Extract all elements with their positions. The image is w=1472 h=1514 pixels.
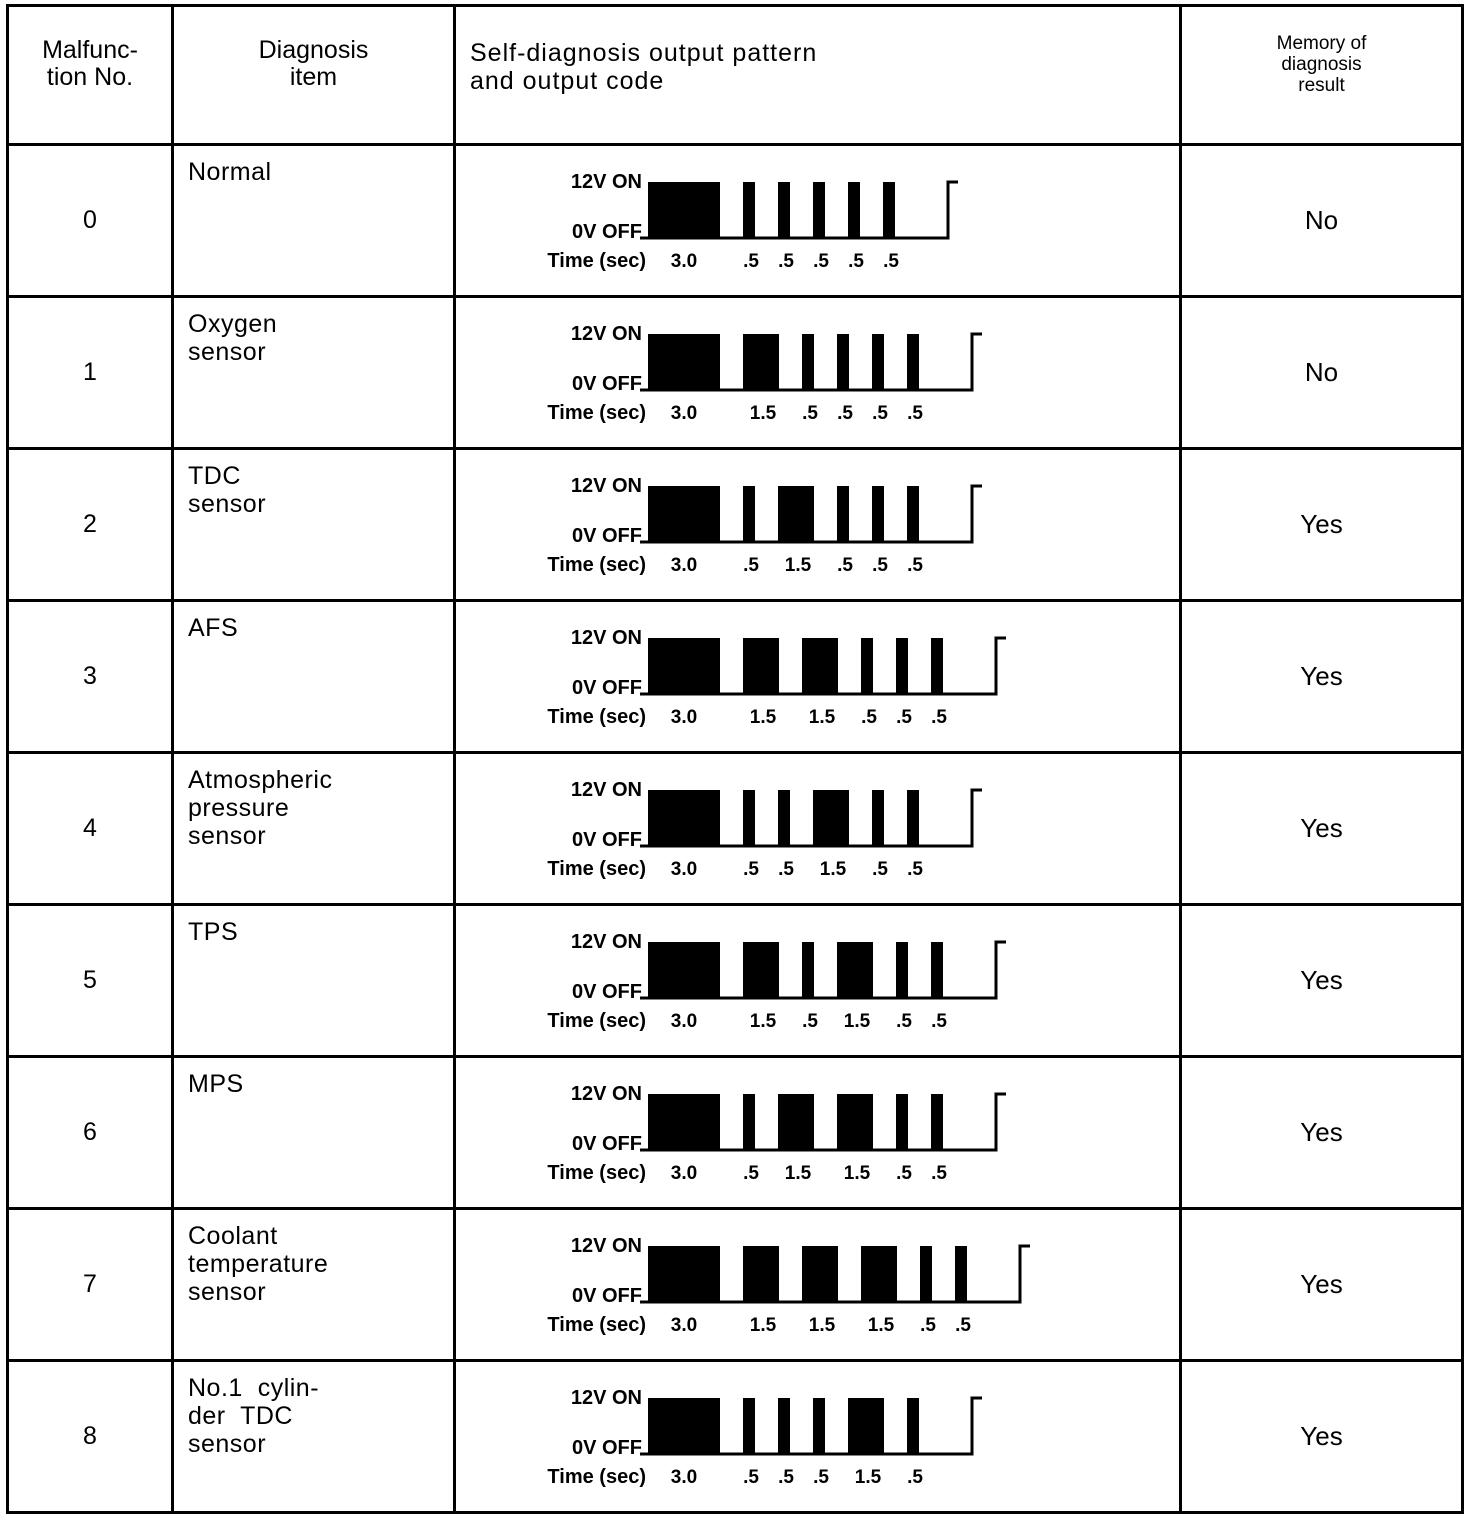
output-pattern [455,905,1181,1057]
pulse-bar [778,790,790,846]
pulse-duration-label: 1.5 [867,1314,895,1336]
diagnosis-item [173,1361,455,1513]
pulse-duration-label: .5 [848,250,864,272]
pulse-duration-label: .5 [837,554,853,576]
label-12v-on: 12V ON [570,626,642,649]
pulse-bar [896,638,908,694]
header-no-line2: tion No. [46,63,134,91]
pulse-bar [848,182,860,238]
pulse-bar [802,334,814,390]
header-pattern-line2: and output code [470,67,665,95]
label-0v-off: 0V OFF [571,1284,642,1307]
pulse-bar [931,942,943,998]
diagnosis-item-line: No.1 cylin- [188,1374,320,1402]
pulse-duration-label: .5 [907,1466,923,1488]
diagnosis-item [173,145,455,297]
pulse-duration-label: .5 [743,250,759,272]
diagnosis-item [173,1209,455,1361]
pulse-duration-label: .5 [778,250,794,272]
diagnosis-item [173,905,455,1057]
waveform-chart [536,466,1096,584]
waveform-chart [536,770,1096,888]
diagnosis-item-line: pressure [188,794,290,822]
pulse-duration-label: .5 [837,402,853,424]
pulse-bar [907,1398,919,1454]
diagnosis-item [173,753,455,905]
pulse-bar [648,638,720,694]
memory-result: Yes [1181,1209,1463,1361]
pulse-duration-label: .5 [920,1314,936,1336]
pulse-duration-label: .5 [872,554,888,576]
label-time-sec: Time (sec) [547,553,646,576]
pulse-duration-label: 1.5 [808,1314,836,1336]
diagnosis-table [6,4,1464,1514]
pulse-bar [813,182,825,238]
label-time-sec: Time (sec) [547,1465,646,1488]
pulse-duration-label: 3.0 [670,706,698,728]
malfunction-no: 2 [8,449,173,601]
pulse-duration-label: 3.0 [670,1314,698,1336]
header-memory [1181,6,1463,145]
pulse-bar [648,1246,720,1302]
pulse-bar [648,334,720,390]
pulse-duration-label: .5 [813,1466,829,1488]
label-0v-off: 0V OFF [571,676,642,699]
label-time-sec: Time (sec) [547,705,646,728]
malfunction-no: 1 [8,297,173,449]
pulse-bar [743,486,755,542]
label-0v-off: 0V OFF [571,828,642,851]
pulse-duration-label: .5 [802,402,818,424]
malfunction-no: 5 [8,905,173,1057]
pulse-duration-label: .5 [743,1162,759,1184]
pulse-bar [837,942,873,998]
malfunction-no: 3 [8,601,173,753]
pulse-duration-label: 1.5 [854,1466,882,1488]
pulse-duration-label: .5 [883,250,899,272]
table-row [8,1057,1463,1209]
pulse-duration-label: 3.0 [670,858,698,880]
label-0v-off: 0V OFF [571,1436,642,1459]
waveform-chart [536,1074,1096,1192]
pulse-bar [802,942,814,998]
pulse-duration-label: 1.5 [784,1162,812,1184]
pulse-bar [743,790,755,846]
pulse-duration-label: .5 [778,1466,794,1488]
header-malfunction-no [8,6,173,145]
header-diagnosis-item [173,6,455,145]
pulse-bar [743,1246,779,1302]
label-time-sec: Time (sec) [547,1009,646,1032]
table-row [8,297,1463,449]
pulse-duration-label: 1.5 [808,706,836,728]
table-row [8,145,1463,297]
pulse-duration-label: 3.0 [670,554,698,576]
diagnosis-item-line: TDC [188,462,241,490]
pulse-bar [802,638,838,694]
diagnosis-item-line: Coolant [188,1222,278,1250]
pulse-bar [848,1398,884,1454]
label-0v-off: 0V OFF [571,372,642,395]
header-output-pattern [455,6,1181,145]
header-memory-line3: result [1298,75,1345,96]
pulse-duration-label: .5 [743,1466,759,1488]
label-12v-on: 12V ON [570,1386,642,1409]
pulse-bar [648,486,720,542]
output-pattern [455,297,1181,449]
pulse-bar [861,1246,897,1302]
output-pattern [455,1209,1181,1361]
pulse-bar [896,942,908,998]
waveform-chart [536,162,1096,280]
pulse-bar [743,1398,755,1454]
pulse-duration-label: .5 [896,1010,912,1032]
pulse-duration-label: 1.5 [819,858,847,880]
table-row [8,601,1463,753]
pulse-duration-label: .5 [907,402,923,424]
diagnosis-item-line: Atmospheric [188,766,333,794]
diagnosis-item-line: MPS [188,1070,244,1098]
pulse-duration-label: .5 [743,858,759,880]
pulse-duration-label: .5 [896,1162,912,1184]
memory-result: Yes [1181,1057,1463,1209]
pulse-bar [778,1094,814,1150]
pulse-bar [648,1094,720,1150]
pulse-bar [743,942,779,998]
label-time-sec: Time (sec) [547,857,646,880]
header-pattern-line1: Self-diagnosis output pattern [470,39,818,67]
diagnosis-item-line: sensor [188,338,267,366]
pulse-duration-label: 3.0 [670,250,698,272]
pulse-duration-label: .5 [743,554,759,576]
output-pattern [455,1361,1181,1513]
pulse-duration-label: 3.0 [670,1466,698,1488]
pulse-duration-label: 3.0 [670,1010,698,1032]
table-row [8,905,1463,1057]
label-0v-off: 0V OFF [571,524,642,547]
label-12v-on: 12V ON [570,474,642,497]
pulse-bar [907,334,919,390]
pulse-bar [931,1094,943,1150]
pulse-duration-label: 3.0 [670,1162,698,1184]
pulse-bar [813,790,849,846]
pulse-bar [920,1246,932,1302]
diagnosis-item [173,601,455,753]
malfunction-no: 8 [8,1361,173,1513]
memory-result: Yes [1181,753,1463,905]
pulse-bar [743,638,779,694]
pulse-bar [778,486,814,542]
label-0v-off: 0V OFF [571,980,642,1003]
pulse-duration-label: 1.5 [749,1314,777,1336]
pulse-bar [778,1398,790,1454]
label-time-sec: Time (sec) [547,1313,646,1336]
header-item-line2: item [289,63,338,91]
output-pattern [455,449,1181,601]
pulse-bar [648,1398,720,1454]
memory-result: Yes [1181,905,1463,1057]
pulse-duration-label: 1.5 [784,554,812,576]
pulse-bar [743,1094,755,1150]
pulse-bar [778,182,790,238]
diagnosis-item-line: sensor [188,1278,267,1306]
pulse-duration-label: .5 [872,402,888,424]
label-time-sec: Time (sec) [547,249,646,272]
diagnosis-item-line: der TDC [188,1402,293,1430]
malfunction-no: 0 [8,145,173,297]
diagnosis-item [173,1057,455,1209]
malfunction-no: 6 [8,1057,173,1209]
memory-result: Yes [1181,449,1463,601]
pulse-bar [837,1094,873,1150]
header-no-line1: Malfunc- [42,36,138,64]
label-0v-off: 0V OFF [571,1132,642,1155]
pulse-duration-label: 3.0 [670,402,698,424]
pulse-bar [872,334,884,390]
pulse-bar [802,1246,838,1302]
pulse-bar [931,638,943,694]
memory-result: No [1181,145,1463,297]
diagnosis-item-line: temperature [188,1250,329,1278]
header-memory-line2: diagnosis [1281,54,1362,75]
label-time-sec: Time (sec) [547,401,646,424]
diagnosis-item-line: sensor [188,1430,267,1458]
diagnosis-item [173,449,455,601]
diagnosis-item-line: Oxygen [188,310,278,338]
pulse-duration-label: .5 [861,706,877,728]
pulse-bar [872,486,884,542]
pulse-duration-label: .5 [931,1010,947,1032]
malfunction-no: 4 [8,753,173,905]
pulse-bar [883,182,895,238]
pulse-duration-label: .5 [802,1010,818,1032]
label-12v-on: 12V ON [570,930,642,953]
pulse-duration-label: .5 [931,1162,947,1184]
malfunction-no: 7 [8,1209,173,1361]
pulse-bar [861,638,873,694]
pulse-duration-label: .5 [778,858,794,880]
header-memory-line1: Memory of [1276,33,1367,54]
pulse-duration-label: .5 [907,858,923,880]
pulse-duration-label: .5 [872,858,888,880]
table-row [8,1209,1463,1361]
table-row [8,1361,1463,1513]
diagnosis-item-line: sensor [188,822,267,850]
output-pattern [455,601,1181,753]
pulse-bar [907,790,919,846]
pulse-bar [837,486,849,542]
memory-result: No [1181,297,1463,449]
memory-result: Yes [1181,601,1463,753]
diagnosis-item-line: Normal [188,158,272,186]
pulse-bar [837,334,849,390]
table-body [8,145,1463,1513]
output-pattern [455,1057,1181,1209]
pulse-duration-label: .5 [907,554,923,576]
diagnosis-item-line: AFS [188,614,239,642]
pulse-bar [955,1246,967,1302]
pulse-bar [743,182,755,238]
diagnosis-item-line: sensor [188,490,267,518]
output-pattern [455,145,1181,297]
label-12v-on: 12V ON [570,1082,642,1105]
pulse-duration-label: .5 [813,250,829,272]
pulse-bar [872,790,884,846]
header-item-line1: Diagnosis [258,36,369,64]
label-12v-on: 12V ON [570,778,642,801]
label-12v-on: 12V ON [570,1234,642,1257]
memory-result: Yes [1181,1361,1463,1513]
waveform-chart [536,618,1096,736]
pulse-bar [648,182,720,238]
label-time-sec: Time (sec) [547,1161,646,1184]
pulse-duration-label: 1.5 [843,1010,871,1032]
pulse-bar [907,486,919,542]
pulse-bar [813,1398,825,1454]
label-12v-on: 12V ON [570,322,642,345]
pulse-duration-label: .5 [955,1314,971,1336]
pulse-bar [648,942,720,998]
waveform-chart [536,314,1096,432]
pulse-duration-label: .5 [931,706,947,728]
label-12v-on: 12V ON [570,170,642,193]
table-row [8,753,1463,905]
label-0v-off: 0V OFF [571,220,642,243]
table-row [8,449,1463,601]
pulse-duration-label: 1.5 [749,402,777,424]
header-row [8,6,1463,145]
pulse-duration-label: 1.5 [843,1162,871,1184]
pulse-duration-label: .5 [896,706,912,728]
output-pattern [455,753,1181,905]
pulse-bar [648,790,720,846]
diagnosis-item [173,297,455,449]
waveform-chart [536,1226,1096,1344]
pulse-duration-label: 1.5 [749,706,777,728]
waveform-chart [536,922,1096,1040]
pulse-bar [743,334,779,390]
pulse-duration-label: 1.5 [749,1010,777,1032]
diagnosis-item-line: TPS [188,918,239,946]
pulse-bar [896,1094,908,1150]
waveform-chart [536,1378,1096,1496]
